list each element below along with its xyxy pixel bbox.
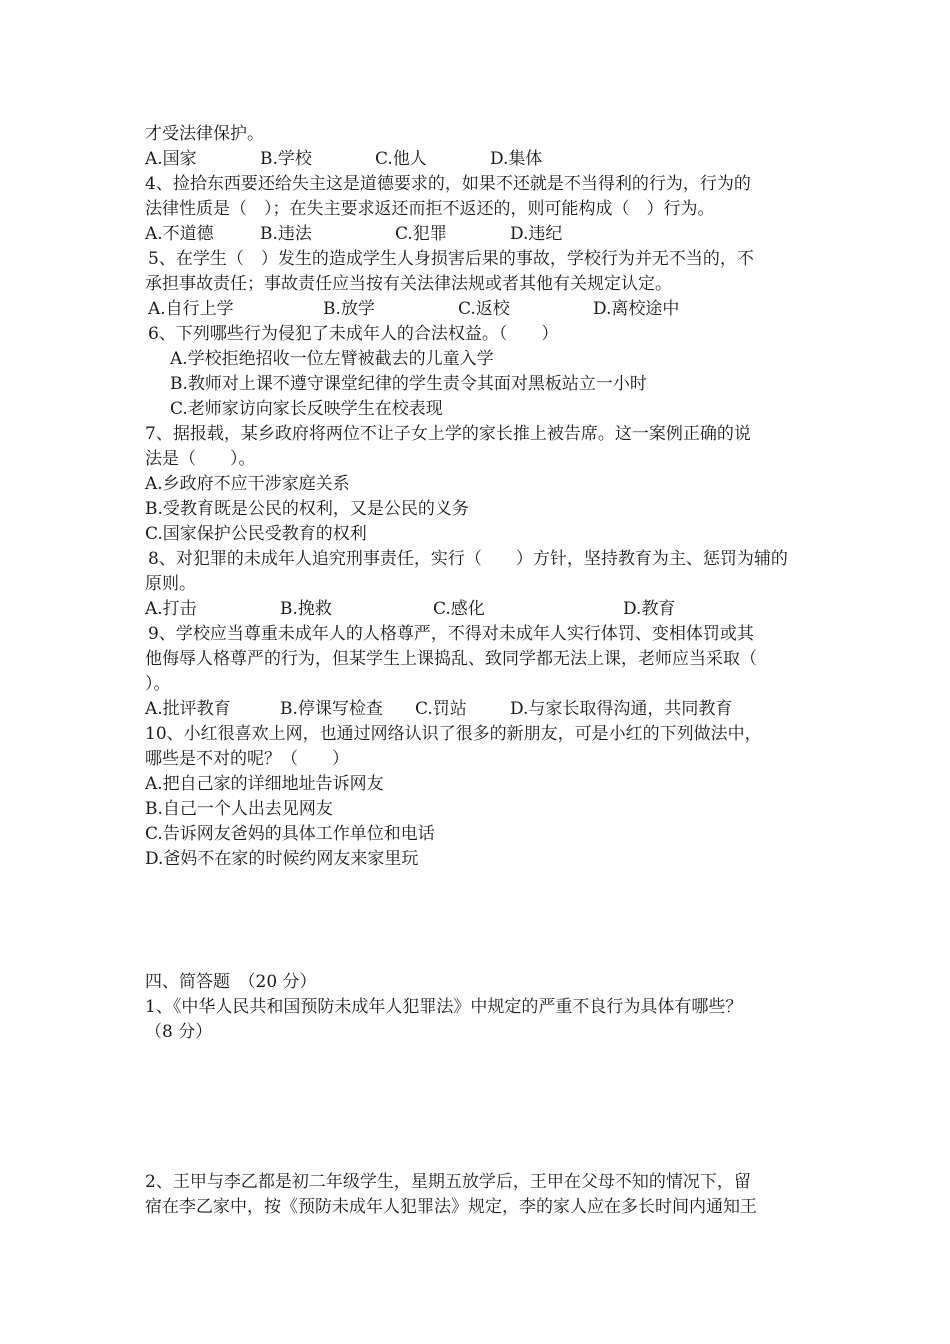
question-7-line-1: 7、据报载，某乡政府将两位不让子女上学的家长推上被告席。这一案例正确的说 [145, 424, 751, 444]
short-answer-1-line-1: 1、《中华人民共和国预防未成年人犯罪法》中规定的严重不良行为具体有哪些？ [145, 997, 743, 1017]
question-4-line-2: 法律性质是（ ）；在失主要求返还而拒不返还的，则可能构成（ ）行为。 [145, 199, 715, 219]
question-9-line-1: 9、学校应当尊重未成年人的人格尊严，不得对未成年人实行体罚、变相体罚或其 [148, 624, 754, 644]
option-c: C.老师家访向家长反映学生在校表现 [170, 399, 443, 419]
option-b: B.教师对上课不遵守课堂纪律的学生责令其面对黑板站立一小时 [170, 374, 647, 394]
question-10-line-1: 10、小红很喜欢上网，也通过网络认识了很多的新朋友，可是小红的下列做法中， [145, 724, 762, 744]
option-c: C.告诉网友爸妈的具体工作单位和电话 [145, 824, 435, 844]
option-c: C.国家保护公民受教育的权利 [145, 524, 367, 544]
option-d: D.教育 [623, 599, 676, 619]
question-3-tail: 才受法律保护。 [145, 124, 264, 144]
option-b: B.自己一个人出去见网友 [145, 799, 333, 819]
option-a: A.把自己家的详细地址告诉网友 [145, 774, 384, 794]
option-d: D.违纪 [510, 224, 563, 244]
option-a: A.自行上学 [148, 299, 234, 319]
short-answer-2-line-2: 宿在李乙家中，按《预防未成年人犯罪法》规定，李的家人应在多长时间内通知王 [145, 1197, 757, 1217]
short-answer-2-line-1: 2、王甲与李乙都是初二年级学生，星期五放学后，王甲在父母不知的情况下，留 [145, 1172, 751, 1192]
question-4-options [145, 222, 810, 247]
question-5-line-1: 5、在学生（ ）发生的造成学生人身损害后果的事故，学校行为并无不当的，不 [148, 249, 754, 269]
short-answer-1-line-2: （8 分） [145, 1022, 213, 1042]
short-answer-2 [145, 1170, 810, 1220]
question-4 [145, 172, 810, 247]
question-3 [145, 122, 810, 172]
question-8 [145, 547, 810, 622]
question-8-options [145, 597, 810, 622]
option-c: C.他人 [375, 149, 427, 169]
option-d: D.集体 [490, 149, 543, 169]
option-b: B.学校 [260, 149, 312, 169]
option-c: C.罚站 [415, 699, 467, 719]
option-d: D.离校途中 [593, 299, 680, 319]
question-7 [145, 422, 810, 547]
question-9-line-3: ）。 [145, 674, 171, 694]
option-c: C.返校 [458, 299, 510, 319]
question-5-options [148, 297, 810, 322]
question-8-line-2: 原则。 [145, 574, 196, 594]
question-7-line-2: 法是（ ）。 [145, 449, 256, 469]
section-4 [145, 970, 810, 1045]
option-b: B.停课写检查 [280, 699, 383, 719]
option-d: D.与家长取得沟通，共同教育 [510, 699, 733, 719]
question-8-line-1: 8、对犯罪的未成年人追究刑事责任，实行（ ）方针，坚持教育为主、惩罚为辅的 [148, 549, 788, 569]
option-b: B.违法 [260, 224, 312, 244]
option-a: A.学校拒绝招收一位左臂被截去的儿童入学 [170, 349, 494, 369]
question-6 [145, 322, 810, 422]
question-4-line-1: 4、捡拾东西要还给失主这是道德要求的，如果不还就是不当得利的行为，行为的 [145, 174, 751, 194]
option-c: C.感化 [433, 599, 485, 619]
option-b: B.挽救 [280, 599, 332, 619]
option-d: D.爸妈不在家的时候约网友来家里玩 [145, 849, 419, 869]
question-5 [145, 247, 810, 322]
question-10-line-2: 哪些是不对的呢？（ ） [145, 749, 349, 769]
question-9-line-2: 他侮辱人格尊严的行为，但某学生上课捣乱、致同学都无法上课，老师应当采取（ [145, 649, 757, 669]
option-a: A.不道德 [145, 224, 214, 244]
option-a: A.批评教育 [145, 699, 231, 719]
section-heading: 四、简答题 （20 分） [145, 972, 317, 992]
option-b: B.受教育既是公民的权利，又是公民的义务 [145, 499, 469, 519]
question-3-options [145, 147, 810, 172]
question-9-options [145, 697, 810, 722]
question-5-line-2: 承担事故责任；事故责任应当按有关法律法规或者其他有关规定认定。 [145, 274, 672, 294]
option-c: C.犯罪 [395, 224, 447, 244]
question-10 [145, 722, 810, 872]
question-9 [145, 622, 810, 722]
option-a: A.乡政府不应干涉家庭关系 [145, 474, 350, 494]
option-a: A.国家 [145, 149, 197, 169]
option-b: B.放学 [323, 299, 375, 319]
question-6-line-1: 6、下列哪些行为侵犯了未成年人的合法权益。（ ） [148, 324, 559, 344]
option-a: A.打击 [145, 599, 197, 619]
